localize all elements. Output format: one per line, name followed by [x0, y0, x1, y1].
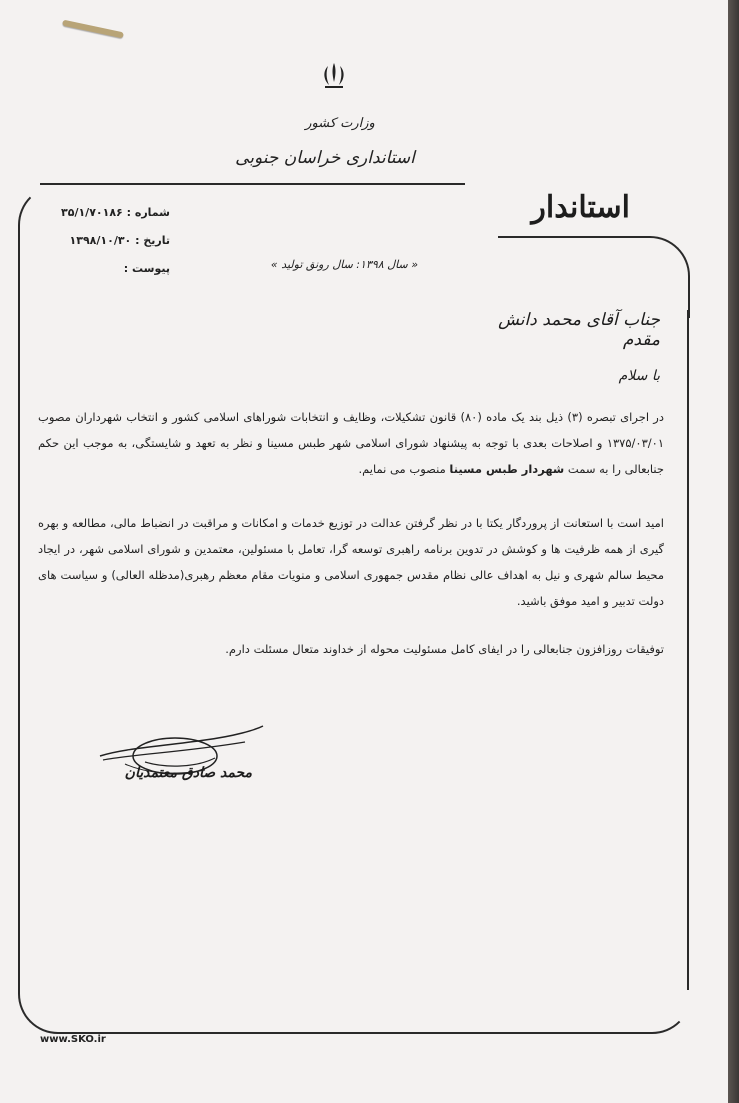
number-label: شماره :	[126, 206, 170, 219]
office-title: استاندار	[531, 190, 630, 225]
iran-emblem-icon	[318, 60, 350, 90]
greeting: با سلام	[618, 368, 660, 384]
ministry-name: وزارت کشور	[305, 116, 375, 131]
paragraph-2: امید است با استعانت از پروردگار یکتا با در نظر گرفتن عدالت در توزیع خدمات و امکانات و مراقبت در انضباط مالی، مطالعه و بهره گیری از همه ظرفیت ها و کوشش در تدوین برنامه راهبری توسعه گرا، تعامل با مسئولین، معتمدین و شورای اسلامی شهر، در ایجاد محیط سالم شهری و نیل به اهداف عالی نظام مقدس جمهوری اسلامی و منویات مقام معظم رهبری(مدظله العالی) و سیاست های دولت تدبیر و امید موفق باشید.	[38, 516, 664, 608]
appointed-position: شهردار طبس مسینا	[449, 462, 565, 476]
date-label: تاریخ :	[135, 234, 170, 247]
frame-side-line	[687, 310, 689, 990]
paragraph-3: توفیقات روزافزون جنابعالی را در ایفای کامل مسئولیت محوله از خداوند متعال مسئلت دارم.	[225, 642, 664, 656]
province-name: استانداری خراسان جنوبی	[235, 148, 415, 168]
date-value: ۱۳۹۸/۱۰/۳۰	[69, 234, 132, 247]
letter-date	[60, 234, 170, 247]
letter-number	[60, 206, 170, 219]
paragraph-1-end: منصوب می نمایم.	[358, 462, 446, 476]
attachment-label: پیوست :	[123, 262, 170, 275]
year-slogan: « سال ۱۳۹۸: سال رونق تولید »	[270, 258, 418, 271]
frame-corner	[600, 236, 690, 318]
website-url[interactable]: www.SKO.ir	[40, 1034, 106, 1045]
paragraph-1-text: در اجرای تبصره (۳) ذیل بند یک ماده (۸۰) قانون تشکیلات، وظایف و انتخابات شوراهای اسلامی کشور و انتخاب شهرداران مصوب ۱۳۷۵/۰۳/۰۱ و اصلاحات بعدی با توجه به پیشنهاد شورای اسلامی شهر طبس مسینا و نظر به تعهد و شایستگی، به موجب این حکم جنابعالی را به سمت	[38, 410, 664, 476]
frame-top-line	[40, 183, 465, 185]
letter-attachment	[60, 262, 170, 275]
page-edge	[728, 0, 739, 1103]
signer-name: محمد صادق معتمدیان	[124, 765, 252, 781]
number-value: ۳۵/۱/۷۰۱۸۶	[61, 206, 123, 219]
addressee: جناب آقای محمد دانش مقدم	[498, 310, 660, 350]
paragraph-1	[38, 404, 664, 482]
